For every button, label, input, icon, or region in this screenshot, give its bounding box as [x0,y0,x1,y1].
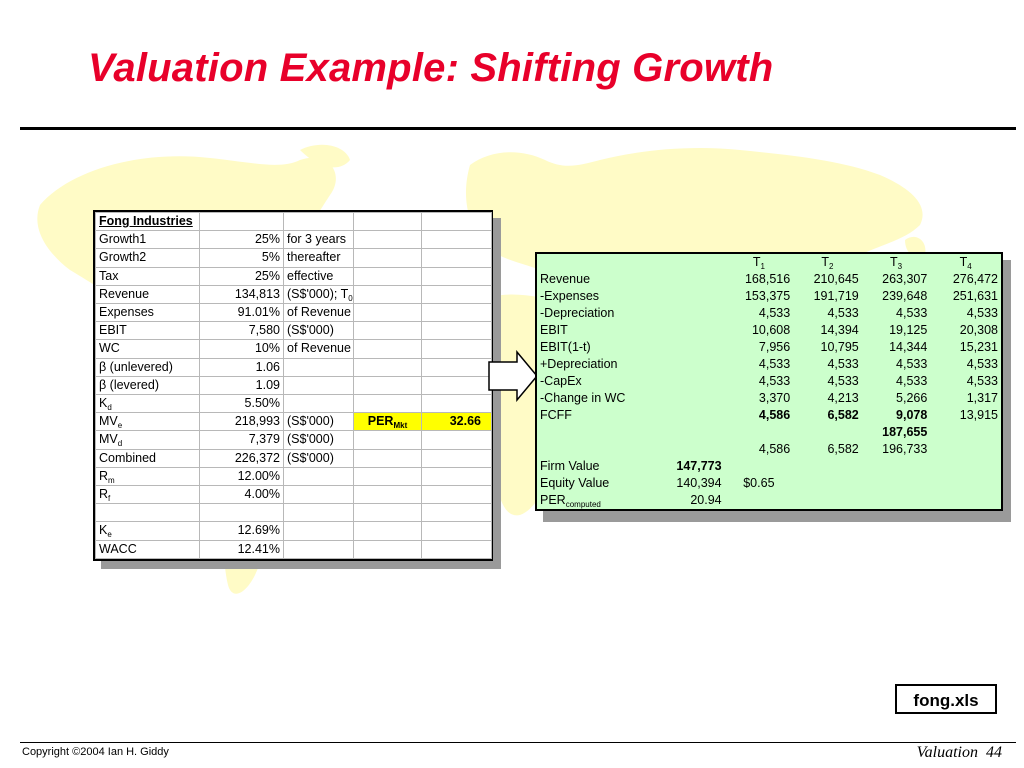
empty-cell [354,267,422,285]
period-header-subscript: 2 [829,262,834,271]
projection-row [537,390,1001,407]
empty-cell [930,492,1001,509]
input-label [96,504,200,522]
projection-value: 19,125 [889,323,928,337]
empty-cell [422,304,492,322]
terminal-value: 187,655 [882,425,928,439]
input-label-text: WACC [99,541,137,556]
input-note-text: thereafter [287,250,341,265]
projection-table [537,254,1001,509]
input-label [96,267,200,285]
empty-cell [354,304,422,322]
period-header-text: T [889,255,898,269]
empty-cell [284,213,354,231]
input-row [96,449,492,467]
input-note [284,413,354,431]
input-label [96,540,200,558]
input-row [96,486,492,504]
empty-cell [658,254,725,271]
input-note [284,449,354,467]
projection-value: 263,307 [882,272,928,286]
input-note-text: of Revenue [287,341,351,356]
projection-value: 15,231 [959,340,998,354]
input-label-text: Growth1 [99,232,147,247]
projection-label: EBIT [540,323,568,337]
empty-cell [725,424,794,441]
input-value: 7,580 [200,322,284,340]
projection-value: 4,533 [896,357,928,371]
input-note-text: (S$'000); T [287,286,349,301]
input-label [96,231,200,249]
empty-cell [930,424,1001,441]
input-label [96,322,200,340]
input-label [96,249,200,267]
inputs-table [95,212,492,559]
empty-cell [354,358,422,376]
input-note [284,376,354,394]
input-label-text: Growth2 [99,250,147,265]
projection-value: 4,533 [966,374,998,388]
empty-cell [537,424,658,441]
empty-cell [422,540,492,558]
period-header-row [537,254,1001,271]
empty-cell [354,376,422,394]
empty-cell [422,467,492,485]
input-note [284,431,354,449]
projection-value: 4,533 [758,374,791,388]
projection-value: 4,533 [827,306,859,320]
projection-value: 4,213 [827,391,859,405]
projection-value: 276,472 [952,272,998,286]
projection-value: 4,533 [966,357,998,371]
empty-cell [930,458,1001,475]
period-header-text: T [752,255,761,269]
projection-value: 4,533 [758,306,791,320]
empty-cell [658,288,725,305]
input-value: 5% [200,249,284,267]
input-note-text: (S$'000) [287,450,334,465]
input-note [284,540,354,558]
projection-value: 251,631 [952,289,998,303]
empty-cell [862,492,931,509]
empty-cell [930,441,1001,458]
input-label-text: MV [99,432,118,447]
projection-value: 4,533 [827,357,859,371]
empty-cell [658,305,725,322]
input-note [284,304,354,322]
empty-cell [422,358,492,376]
empty-cell [725,492,794,509]
period-header [793,254,862,271]
projection-value: 13,915 [959,408,998,422]
projection-label: Revenue [540,272,591,286]
input-label [96,304,200,322]
input-value: 134,813 [200,285,284,303]
input-label [96,285,200,303]
input-label-subscript: f [108,494,111,504]
projection-label: -Depreciation [540,306,615,320]
input-label-text: β (unlevered) [99,359,173,374]
input-note [284,322,354,340]
equity-per-share: $0.65 [743,476,775,490]
input-value: 25% [200,231,284,249]
total-flow-value: 4,586 [758,442,791,456]
input-row [96,285,492,303]
projection-row [537,288,1001,305]
input-row [96,358,492,376]
empty-cell [354,504,422,522]
input-label [96,358,200,376]
projection-value: 20,308 [959,323,998,337]
empty-cell [658,271,725,288]
empty-cell [422,376,492,394]
per-computed-value: 20.94 [690,493,722,507]
empty-cell [354,540,422,558]
firm-value-label: Firm Value [540,459,600,473]
projection-value: 4,533 [896,306,928,320]
empty-cell [354,486,422,504]
input-label-text: WC [99,341,120,356]
input-label [96,376,200,394]
input-label [96,486,200,504]
copyright-text: Copyright ©2004 Ian H. Giddy [22,746,169,758]
input-row [96,522,492,540]
per-computed-label [537,492,658,509]
per-mkt-value: 32.66 [422,413,492,431]
input-note [284,522,354,540]
empty-cell [658,441,725,458]
empty-cell [658,373,725,390]
empty-cell [354,213,422,231]
projection-table-panel [535,252,1003,511]
period-header [930,254,1001,271]
projection-value: 1,317 [966,391,998,405]
empty-cell [354,431,422,449]
empty-cell [354,449,422,467]
input-note [284,340,354,358]
period-header [862,254,931,271]
projection-value: 4,533 [827,374,859,388]
empty-cell [422,322,492,340]
input-note [284,285,354,303]
empty-cell [354,231,422,249]
per-mkt-label-subscript: Mkt [393,421,408,431]
total-flow-value: 196,733 [882,442,928,456]
input-label-text: Combined [99,450,156,465]
projection-value: 6,582 [827,408,859,422]
projection-row [537,407,1001,424]
empty-cell [422,285,492,303]
period-header [725,254,794,271]
input-note [284,267,354,285]
empty-cell [658,390,725,407]
empty-cell [422,395,492,413]
projection-row [537,356,1001,373]
input-row [96,322,492,340]
equity-value-label: Equity Value [540,476,610,490]
empty-cell [422,504,492,522]
slide-title: Valuation Example: Shifting Growth [88,46,774,90]
input-label-text: Expenses [99,305,154,320]
empty-cell [422,522,492,540]
input-value: 1.06 [200,358,284,376]
projection-label: -Expenses [540,289,600,303]
input-value: 12.41% [200,540,284,558]
empty-cell [354,340,422,358]
inputs-table-panel [93,210,493,561]
empty-cell [862,458,931,475]
empty-cell [537,441,658,458]
input-value: 4.00% [200,486,284,504]
input-label-text: R [99,487,109,502]
projection-value: 153,375 [744,289,791,303]
empty-cell [725,458,794,475]
empty-cell [422,267,492,285]
per-computed-label-subscript: computed [565,500,601,509]
input-value: 226,372 [200,449,284,467]
empty-cell [793,424,862,441]
firm-value-row [537,458,1001,475]
input-label [96,449,200,467]
input-label [96,340,200,358]
input-value: 7,379 [200,431,284,449]
input-label-text: Revenue [99,286,150,301]
empty-cell [658,356,725,373]
total-flow-value: 6,582 [827,442,859,456]
equity-value-row [537,475,1001,492]
projection-row [537,305,1001,322]
input-value: 12.69% [200,522,284,540]
input-note [284,486,354,504]
input-note-text: of Revenue [287,305,351,320]
empty-cell [537,254,658,271]
input-label-subscript: e [107,530,112,540]
input-note-subscript: 0 [348,293,353,303]
inputs-header-row [96,213,492,231]
empty-cell [862,475,931,492]
projection-row [537,322,1001,339]
input-label-subscript: e [117,421,123,431]
input-note [284,467,354,485]
empty-cell [658,339,725,356]
input-row [96,340,492,358]
input-note [284,249,354,267]
projection-row [537,271,1001,288]
input-label-subscript: d [107,403,112,413]
projection-row [537,373,1001,390]
period-header-subscript: 3 [897,262,903,271]
empty-cell [793,458,862,475]
empty-cell [354,522,422,540]
period-header-text: T [821,255,830,269]
input-value: 10% [200,340,284,358]
per-computed-row [537,492,1001,509]
empty-cell [658,322,725,339]
input-label-text: K [99,523,108,538]
input-note-text: (S$'000) [287,432,334,447]
input-label-text: β (levered) [99,377,159,392]
input-label-text: R [99,468,109,483]
total-flows-row [537,441,1001,458]
projection-value: 14,344 [889,340,928,354]
input-value: 25% [200,267,284,285]
input-note [284,231,354,249]
projection-label: -CapEx [540,374,582,388]
input-row [96,231,492,249]
period-header-subscript: 4 [967,262,972,271]
empty-cell [422,340,492,358]
input-row [96,431,492,449]
projection-value: 4,533 [966,306,998,320]
company-name: Fong Industries [96,213,200,231]
projection-row [537,339,1001,356]
projection-value: 4,533 [896,374,928,388]
projection-label: FCFF [540,408,572,422]
slide-footer-label [917,744,1002,762]
input-row [96,467,492,485]
input-row [96,376,492,394]
input-row [96,540,492,558]
projection-value: 210,645 [813,272,859,286]
section-label: Valuation [916,744,978,761]
input-note-text: (S$'000) [287,414,334,429]
empty-cell [200,213,284,231]
input-note-text: effective [287,268,334,283]
projection-value: 239,648 [882,289,928,303]
page-number: 44 [986,744,1002,761]
empty-cell [422,486,492,504]
empty-cell [658,424,725,441]
projection-value: 7,956 [758,340,791,354]
input-note-text: (S$'000) [287,323,334,338]
title-divider [20,127,1016,130]
projection-value: 3,370 [758,391,791,405]
empty-cell [422,213,492,231]
projection-value: 9,078 [896,408,928,422]
period-header-text: T [959,255,968,269]
projection-label: EBIT(1-t) [540,340,591,354]
input-label [96,467,200,485]
per-mkt-label [354,413,422,431]
empty-cell [930,475,1001,492]
input-row [96,504,492,522]
empty-cell [422,449,492,467]
empty-cell [354,285,422,303]
input-label [96,522,200,540]
input-label [96,395,200,413]
empty-cell [354,395,422,413]
input-row [96,304,492,322]
projection-value: 191,719 [813,289,859,303]
input-label-text: Tax [99,268,119,283]
projection-value: 4,586 [758,408,791,422]
input-label-text: K [99,396,108,411]
input-label-subscript: m [108,475,115,485]
input-label-text: MV [99,414,118,429]
equity-value: 140,394 [676,476,722,490]
projection-value: 5,266 [896,391,928,405]
projection-label: +Depreciation [540,357,618,371]
projection-value: 4,533 [758,357,791,371]
empty-cell [793,492,862,509]
input-value: 12.00% [200,467,284,485]
period-header-subscript: 1 [760,262,765,271]
input-value [200,504,284,522]
input-row [96,395,492,413]
projection-value: 14,394 [820,323,859,337]
input-note [284,395,354,413]
input-value: 218,993 [200,413,284,431]
empty-cell [354,467,422,485]
projection-value: 10,795 [820,340,859,354]
input-label [96,413,200,431]
input-row [96,249,492,267]
empty-cell [793,475,862,492]
input-note [284,358,354,376]
empty-cell [422,431,492,449]
empty-cell [422,231,492,249]
file-reference: fong.xls [895,684,997,714]
input-value: 1.09 [200,376,284,394]
empty-cell [354,322,422,340]
input-row [96,413,492,431]
right-arrow-icon [487,350,539,402]
input-label [96,431,200,449]
input-value: 5.50% [200,395,284,413]
empty-cell [658,407,725,424]
firm-value: 147,773 [676,459,722,473]
input-row [96,267,492,285]
projection-label: -Change in WC [540,391,626,405]
input-value: 91.01% [200,304,284,322]
input-note-text: for 3 years [287,232,347,247]
input-label-subscript: d [117,439,123,449]
footer-divider [20,742,1016,743]
projection-value: 168,516 [744,272,791,286]
input-note [284,504,354,522]
per-mkt-label-text: PER [367,414,394,429]
terminal-value-row [537,424,1001,441]
per-computed-label-text: PER [540,493,566,507]
projection-value: 10,608 [751,323,791,337]
empty-cell [354,249,422,267]
empty-cell [422,249,492,267]
input-label-text: EBIT [99,323,127,338]
